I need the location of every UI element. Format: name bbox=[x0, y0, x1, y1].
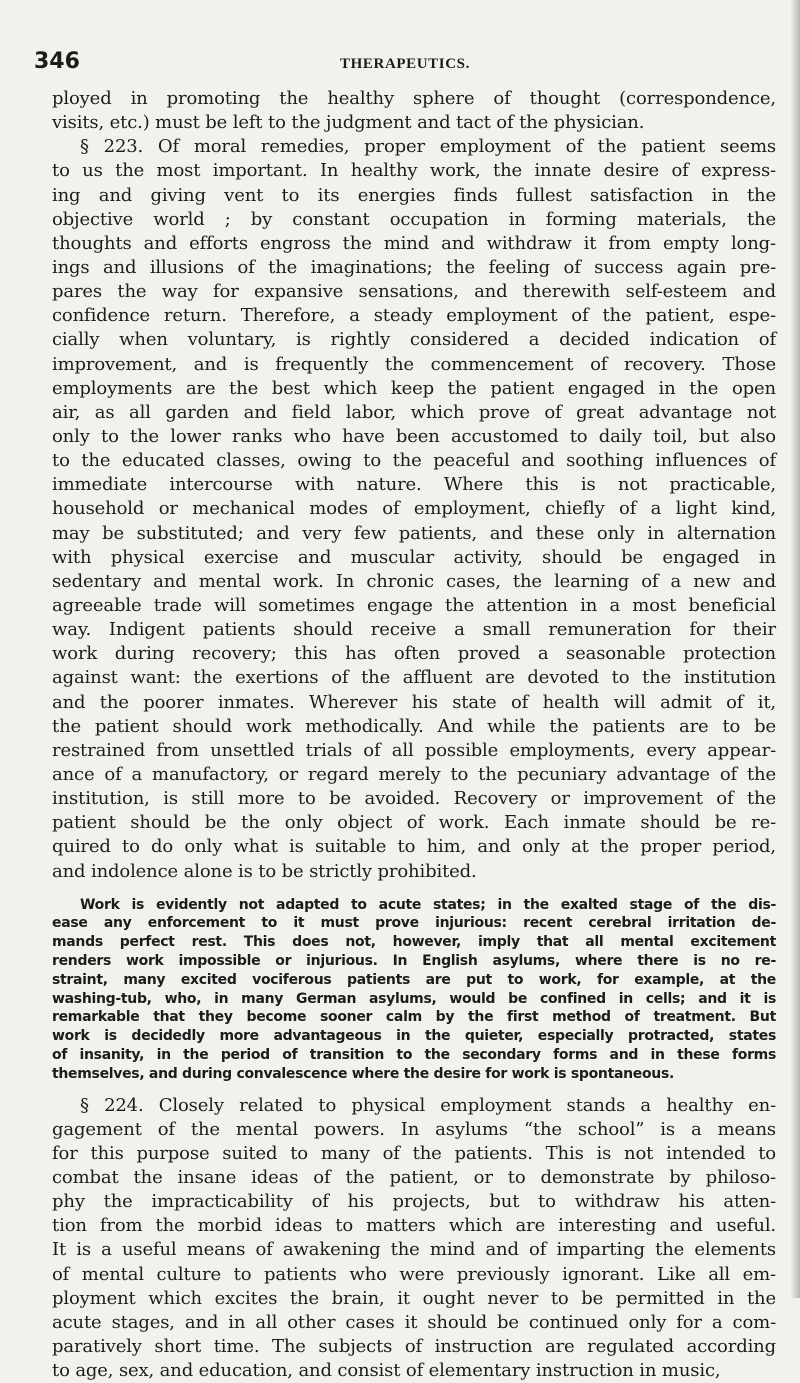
text-line: acute stages, and in all other cases it should be continued only for a com- bbox=[52, 1311, 776, 1333]
text-line: of insanity, in the period of transition to the secondary forms and in these forms bbox=[52, 1047, 776, 1064]
text-line: sedentary and mental work. In chronic cases, the learning of a new and bbox=[52, 570, 776, 592]
text-line: institution, is still more to be avoided. Recovery or improvement of the bbox=[52, 788, 776, 810]
text-line: tion from the morbid ideas to matters which are interesting and useful. bbox=[52, 1215, 776, 1237]
text-line: to age, sex, and education, and consist of elementary instruction in music, bbox=[52, 1360, 721, 1382]
text-line: for this purpose suited to many of the patients. This is not intended to bbox=[52, 1142, 776, 1164]
text-line: mands perfect rest. This does not, however, imply that all mental excitement bbox=[52, 934, 776, 951]
text-line: ance of a manufactory, or regard merely to the pecuniary advantage of the bbox=[52, 763, 776, 785]
text-line: employments are the best which keep the patient engaged in the open bbox=[52, 377, 776, 399]
text-line: quired to do only what is suitable to him, and only at the proper period, bbox=[52, 836, 776, 858]
text-line: ings and illusions of the imaginations; the feeling of success again pre- bbox=[52, 256, 776, 278]
text-line: way. Indigent patients should receive a small remuneration for their bbox=[52, 619, 776, 641]
text-line: to the educated classes, owing to the peaceful and soothing influences of bbox=[52, 450, 776, 472]
text-line: straint, many excited vociferous patients are put to work, for example, at the bbox=[52, 971, 776, 988]
paragraph-continuation bbox=[52, 87, 776, 135]
text-line: and indolence alone is to be strictly prohibited. bbox=[52, 860, 477, 882]
text-line: work is decidedly more advantageous in the quieter, especially protracted, states bbox=[52, 1028, 776, 1045]
text-line: ease any enforcement to it must prove injurious: recent cerebral irritation de- bbox=[52, 915, 776, 932]
text-line: pares the way for expansive sensations, and therewith self-esteem and bbox=[52, 281, 776, 303]
text-line: ing and giving vent to its energies finds fullest satisfaction in the bbox=[52, 184, 776, 206]
text-line: Work is evidently not adapted to acute states; in the exalted stage of the dis- bbox=[80, 896, 776, 913]
text-line: restrained from unsettled trials of all possible employments, every appear- bbox=[52, 739, 776, 761]
text-line: patient should be the only object of work. Each inmate should be re- bbox=[52, 812, 776, 834]
text-line: combat the insane ideas of the patient, or to demonstrate by philoso- bbox=[52, 1167, 776, 1189]
text-line: objective world ; by constant occupation in forming materials, the bbox=[52, 208, 776, 230]
text-line: cially when voluntary, is rightly considered a decided indication of bbox=[52, 329, 776, 351]
text-line: washing-tub, who, in many German asylums, would be confined in cells; and it is bbox=[52, 990, 776, 1007]
text-line: renders work impossible or injurious. In English asylums, where there is no re- bbox=[52, 953, 776, 970]
text-line: It is a useful means of awakening the mind and of imparting the elements bbox=[52, 1239, 776, 1261]
text-line: against want: the exertions of the affluent are devoted to the institution bbox=[52, 667, 776, 689]
text-line: confidence return. Therefore, a steady employment of the patient, espe- bbox=[52, 305, 776, 327]
text-line: immediate intercourse with nature. Where this is not practicable, bbox=[52, 474, 776, 496]
text-line: of mental culture to patients who were previously ignorant. Like all em- bbox=[52, 1263, 776, 1285]
text-line: gagement of the mental powers. In asylums “the school” is a means bbox=[52, 1118, 776, 1140]
text-line: ployed in promoting the healthy sphere of thought (correspondence, bbox=[52, 88, 776, 109]
text-line: themselves, and during convalescence where the desire for work is spontaneous. bbox=[52, 1065, 675, 1082]
text-line: agreeable trade will sometimes engage the attention in a most beneficial bbox=[52, 594, 776, 616]
page-number: 346 bbox=[34, 49, 80, 74]
text-line: with physical exercise and muscular activity, should be engaged in bbox=[52, 546, 776, 568]
text-line: § 224. Closely related to physical employment stands a healthy en- bbox=[80, 1094, 776, 1116]
paragraph-section-223 bbox=[52, 135, 776, 883]
text-line: ployment which excites the brain, it ought never to be permitted in the bbox=[52, 1287, 776, 1309]
text-line: and the poorer inmates. Wherever his state of health will admit of it, bbox=[52, 691, 776, 713]
text-line: paratively short time. The subjects of instruction are regulated according bbox=[52, 1336, 776, 1358]
page-edge-shadow bbox=[790, 0, 800, 1298]
text-line: improvement, and is frequently the commencement of recovery. Those bbox=[52, 353, 776, 375]
footnote-block bbox=[52, 896, 776, 1084]
page-body bbox=[52, 87, 776, 1383]
text-line: household or mechanical modes of employment, chiefly of a light kind, bbox=[52, 498, 776, 520]
text-line: thoughts and efforts engross the mind and withdraw it from empty long- bbox=[52, 232, 776, 254]
page-header bbox=[34, 49, 776, 79]
running-title: THERAPEUTICS. bbox=[340, 56, 470, 72]
text-line: air, as all garden and field labor, which prove of great advantage not bbox=[52, 401, 776, 423]
text-line: work during recovery; this has often proved a seasonable protection bbox=[52, 643, 776, 665]
text-line: only to the lower ranks who have been accustomed to daily toil, but also bbox=[52, 425, 776, 447]
text-line: § 223. Of moral remedies, proper employment of the patient seems bbox=[80, 136, 776, 158]
text-line: remarkable that they become sooner calm by the first method of treatment. But bbox=[52, 1009, 776, 1026]
text-line: may be substituted; and very few patients, and these only in alternation bbox=[52, 522, 776, 544]
text-line: visits, etc.) must be left to the judgment and tact of the physician. bbox=[52, 112, 645, 134]
text-line: the patient should work methodically. And while the patients are to be bbox=[52, 715, 776, 737]
paragraph-section-224 bbox=[52, 1094, 776, 1383]
text-line: to us the most important. In healthy work, the innate desire of express- bbox=[52, 160, 776, 182]
text-line: phy the impracticability of his projects, but to withdraw his atten- bbox=[52, 1191, 776, 1213]
